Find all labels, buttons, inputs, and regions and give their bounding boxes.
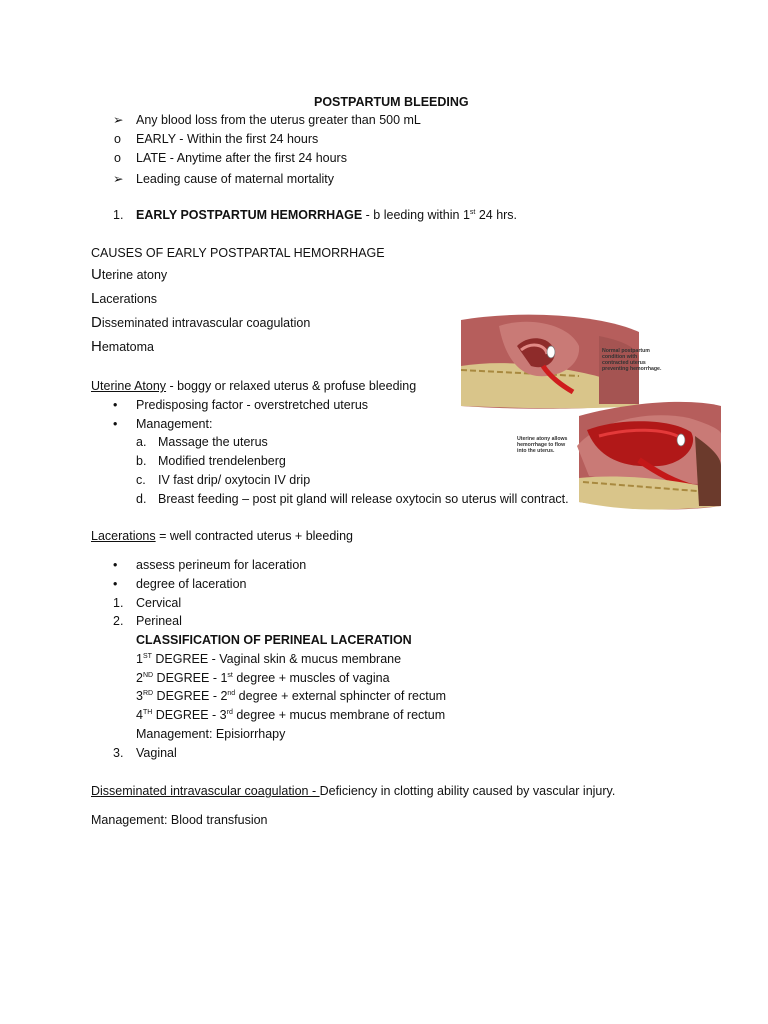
figure-caption-top: condition with (602, 354, 638, 360)
cause-text: acerations (99, 292, 158, 306)
cause-text: terine atony (101, 268, 168, 282)
step-text: Breast feeding – post pit gland will release oxytocin so uterus will contract. (158, 492, 569, 506)
lacerations-line (91, 528, 353, 544)
degree-1: 1ST DEGREE - Vaginal skin & mucus membrane (136, 652, 402, 666)
intro-circle-bullet: o (114, 132, 121, 146)
step-text: Modified trendelenberg (158, 454, 286, 468)
lacerations-term: Lacerations (91, 529, 156, 543)
step-text: Massage the uterus (158, 435, 268, 449)
early-pph-text: - b leeding within 1 (362, 208, 470, 222)
classification-heading: CLASSIFICATION OF PERINEAL LACERATION (136, 633, 412, 647)
dic-term: Disseminated intravascular coagulation - (91, 784, 320, 798)
laceration-type: Vaginal (136, 746, 177, 760)
list-number: 3. (113, 746, 124, 760)
atony-bullet: Management: (136, 417, 213, 431)
bullet-dot: • (113, 577, 118, 591)
dic-management: Management: Blood transfusion (91, 813, 268, 827)
uterine-atony-line (91, 378, 416, 394)
intro-item: Leading cause of maternal mortality (136, 172, 335, 186)
laceration-type: Perineal (136, 614, 182, 628)
episiorrhapy-management: Management: Episiorrhapy (136, 727, 286, 741)
list-number: 2. (113, 614, 124, 628)
superscript: st (469, 209, 476, 216)
step-letter: c. (136, 473, 146, 487)
dic-line (91, 783, 615, 799)
bullet-dot: • (113, 417, 118, 431)
lacerations-definition: = well contracted uterus + bleeding (155, 529, 353, 543)
bullet-dot: • (113, 558, 118, 572)
intro-arrow-bullet: ➢ (113, 113, 124, 127)
cause-hematoma (91, 339, 154, 355)
dic-definition: Deficiency in clotting ability caused by vascular injury. (319, 784, 616, 798)
step-letter: d. (136, 492, 147, 506)
cause-initial: U (91, 266, 102, 283)
intro-item: Any blood loss from the uterus greater than 500 mL (136, 113, 421, 127)
cause-uterine-atony (91, 267, 167, 283)
page-title: POSTPARTUM BLEEDING (314, 95, 469, 109)
intro-item: EARLY - Within the first 24 hours (136, 132, 319, 146)
intro-circle-bullet: o (114, 151, 121, 165)
atony-bullet: Predisposing factor - overstretched uterus (136, 398, 369, 412)
figure-caption-top: Normal postpartum (602, 348, 650, 354)
normal-uterus-panel (461, 315, 662, 409)
degree-4: 4TH DEGREE - 3rd degree + mucus membrane of rectum (136, 708, 446, 722)
uterus-illustration (459, 306, 721, 514)
cause-text: isseminated intravascular coagulation (101, 316, 311, 330)
step-letter: a. (136, 435, 147, 449)
early-pph-line (136, 207, 517, 223)
cause-text: ematoma (101, 340, 154, 354)
figure-caption-top: contracted uterus (602, 360, 646, 366)
laceration-bullet: assess perineum for laceration (136, 558, 307, 572)
intro-arrow-bullet: ➢ (113, 172, 124, 186)
degree-2: 2ND DEGREE - 1st degree + muscles of vagina (136, 671, 390, 685)
cause-initial: D (91, 314, 102, 331)
cause-dic (91, 315, 310, 331)
uterine-atony-definition: - boggy or relaxed uterus & profuse bleeding (166, 379, 417, 393)
early-pph-heading: EARLY POSTPARTUM HEMORRHAGE (136, 208, 363, 222)
uterine-atony-term: Uterine Atony (91, 379, 167, 393)
intro-item: LATE - Anytime after the first 24 hours (136, 151, 347, 165)
figure-caption-bottom: into the uterus. (517, 448, 555, 454)
laceration-bullet: degree of laceration (136, 577, 247, 591)
uterus-diagram (459, 306, 721, 514)
causes-heading: CAUSES OF EARLY POSTPARTAL HEMORRHAGE (91, 246, 385, 260)
list-number: 1. (113, 596, 124, 610)
bullet-dot: • (113, 398, 118, 412)
figure-caption-top: preventing hemorrhage. (602, 366, 662, 372)
cause-initial: H (91, 338, 102, 355)
cause-lacerations (91, 291, 157, 307)
laceration-type: Cervical (136, 596, 182, 610)
atony-uterus-panel (517, 402, 721, 510)
list-number: 1. (113, 208, 124, 222)
figure-caption-bottom: Uterine atony allows (517, 436, 568, 442)
degree-3: 3RD DEGREE - 2nd degree + external sphincter of rectum (136, 689, 447, 703)
step-text: IV fast drip/ oxytocin IV drip (158, 473, 311, 487)
figure-caption-bottom: hemorrhage to flow (517, 442, 566, 448)
cause-initial: L (91, 290, 100, 307)
step-letter: b. (136, 454, 147, 468)
early-pph-text: 24 hrs. (475, 208, 518, 222)
